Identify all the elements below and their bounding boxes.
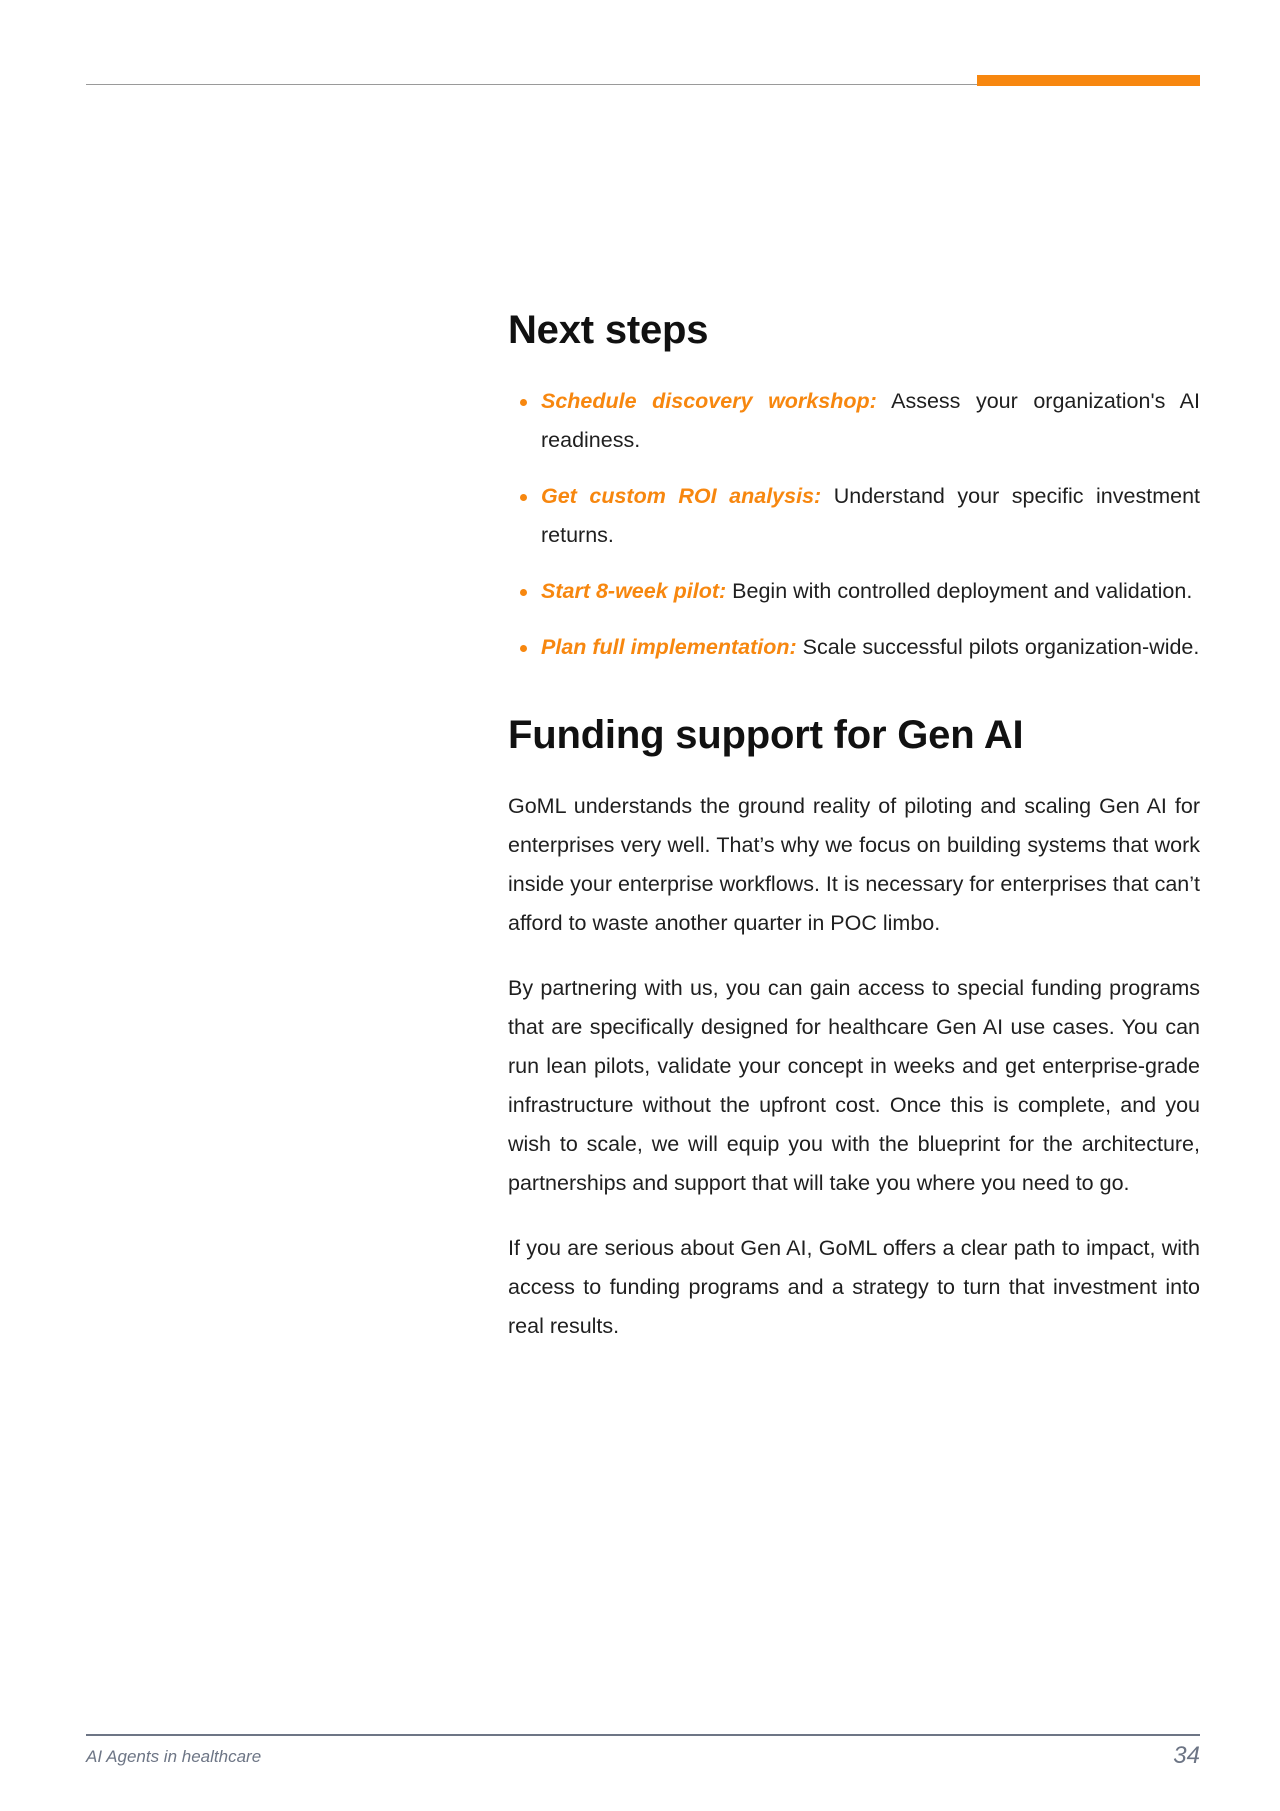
list-item	[508, 572, 1200, 611]
list-item	[508, 628, 1200, 667]
page-content	[508, 300, 1200, 1372]
footer-rule	[86, 1734, 1200, 1736]
bullet-icon	[520, 589, 527, 596]
header-accent-bar	[977, 75, 1200, 86]
list-item	[508, 382, 1200, 460]
funding-heading: Funding support for Gen AI	[508, 713, 1024, 757]
list-item	[508, 477, 1200, 555]
step-title: Schedule discovery workshop:	[541, 389, 877, 413]
bullet-icon	[520, 399, 527, 406]
footer-page-number: 34	[1173, 1742, 1200, 1769]
funding-paragraph: If you are serious about Gen AI, GoML offers a clear path to impact, with access to funding programs and a strategy to turn that investment into real results.	[508, 1236, 1200, 1338]
step-text: Scale successful pilots organization-wide.	[796, 635, 1200, 659]
step-text: Assess your organization's AI readiness.	[541, 389, 1200, 452]
bullet-icon	[520, 494, 527, 501]
funding-paragraph: GoML understands the ground reality of piloting and scaling Gen AI for enterprises very well. That’s why we focus on building systems that work inside your enterprise workflows. It is necessary for enterprises that can’t afford to waste another quarter in POC limbo.	[508, 794, 1200, 935]
step-title: Plan full implementation:	[541, 635, 797, 659]
next-steps-heading: Next steps	[508, 308, 709, 352]
funding-paragraph: By partnering with us, you can gain access to special funding programs that are specifically designed for healthcare Gen AI use cases. You can run lean pilots, validate your concept in weeks and get enterprise-grade infrastructure without the upfront cost. Once this is complete, and you wish to scale, we will equip you with the blueprint for the architecture, partnerships and support that will take you where you need to go.	[508, 976, 1200, 1195]
footer-document-title: AI Agents in healthcare	[86, 1747, 262, 1766]
step-text: Begin with controlled deployment and validation.	[726, 579, 1193, 603]
step-title: Start 8-week pilot:	[541, 579, 727, 603]
step-text: Understand your specific investment returns.	[541, 484, 1200, 547]
bullet-icon	[520, 645, 527, 652]
step-title: Get custom ROI analysis:	[541, 484, 822, 508]
next-steps-list	[508, 382, 1200, 667]
